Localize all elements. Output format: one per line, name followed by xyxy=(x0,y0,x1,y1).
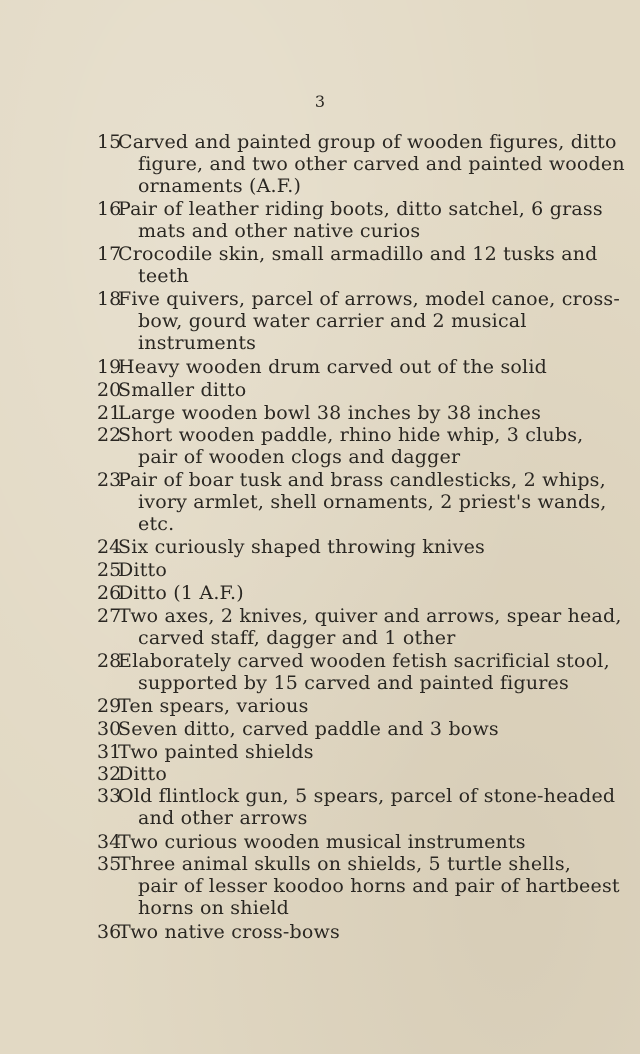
description-line: Six curiously shaped throwing knives xyxy=(118,536,486,558)
lot-description xyxy=(118,559,548,581)
lot-description xyxy=(118,582,548,604)
description-line: Two native cross-bows xyxy=(118,921,340,943)
description-line: Short wooden paddle, rhino hide whip, 3 clubs, xyxy=(118,424,584,446)
lot-description xyxy=(118,921,548,943)
description-line: horns on shield xyxy=(138,897,290,919)
lot-number: 15 xyxy=(97,131,122,153)
description-line: Large wooden bowl 38 inches by 38 inches xyxy=(118,402,542,424)
lot-number: 16 xyxy=(97,198,122,220)
description-line: Pair of boar tusk and brass candlesticks, 2 whips, xyxy=(118,469,606,491)
lot-number: 31 xyxy=(97,741,122,763)
description-line: Ditto xyxy=(118,763,168,785)
description-line: figure, and two other carved and painted wooden xyxy=(138,153,625,175)
lot-description xyxy=(118,288,620,354)
description-line: Two axes, 2 knives, quiver and arrows, spear head, xyxy=(118,605,622,627)
lot-number: 21 xyxy=(97,402,122,424)
lot-number: 18 xyxy=(97,288,122,310)
description-line: pair of wooden clogs and dagger xyxy=(138,446,461,468)
lot-description xyxy=(118,831,548,853)
lot-number: 35 xyxy=(97,853,122,875)
description-line: bow, gourd water carrier and 2 musical xyxy=(138,310,527,332)
description-line: Seven ditto, carved paddle and 3 bows xyxy=(118,718,499,740)
description-line: Ditto xyxy=(118,559,168,581)
lot-description xyxy=(118,650,610,694)
description-line: Carved and painted group of wooden figures, ditto xyxy=(118,131,617,153)
lot-description xyxy=(118,741,548,763)
description-line: ornaments (A.F.) xyxy=(138,175,302,197)
description-line: carved staff, dagger and 1 other xyxy=(138,627,456,649)
description-line: teeth xyxy=(138,265,189,287)
lot-description xyxy=(118,605,622,649)
description-line: Old flintlock gun, 5 spears, parcel of stone-headed xyxy=(118,785,616,807)
lot-description xyxy=(118,198,603,242)
description-line: Ditto (1 A.F.) xyxy=(118,582,244,604)
lot-description xyxy=(118,379,548,401)
description-line: supported by 15 carved and painted figures xyxy=(138,672,569,694)
lot-description xyxy=(118,356,548,378)
lot-description xyxy=(118,536,548,558)
lot-number: 22 xyxy=(97,424,122,446)
lot-description xyxy=(118,469,607,535)
description-line: Heavy wooden drum carved out of the solid xyxy=(118,356,547,378)
lot-description xyxy=(118,763,548,785)
description-line: Pair of leather riding boots, ditto satchel, 6 grass xyxy=(118,198,603,220)
description-line: etc. xyxy=(138,513,175,535)
description-line: Elaborately carved wooden fetish sacrificial stool, xyxy=(118,650,610,672)
lot-description xyxy=(118,695,548,717)
lot-description xyxy=(118,424,584,468)
description-line: Two painted shields xyxy=(118,741,314,763)
lot-number: 29 xyxy=(97,695,122,717)
lot-number: 33 xyxy=(97,785,122,807)
lot-number: 27 xyxy=(97,605,122,627)
lot-description xyxy=(118,853,620,919)
description-line: Crocodile skin, small armadillo and 12 tusks and xyxy=(118,243,598,265)
description-line: pair of lesser koodoo horns and pair of hartbeest xyxy=(138,875,620,897)
lot-description xyxy=(118,243,598,287)
page-number: 3 xyxy=(314,92,326,111)
lot-description xyxy=(118,718,548,740)
lot-number: 26 xyxy=(97,582,122,604)
lot-number: 36 xyxy=(97,921,122,943)
lot-description xyxy=(118,131,625,197)
description-line: and other arrows xyxy=(138,807,308,829)
lot-number: 28 xyxy=(97,650,122,672)
description-line: Smaller ditto xyxy=(118,379,247,401)
lot-number: 20 xyxy=(97,379,122,401)
description-line: Three animal skulls on shields, 5 turtle shells, xyxy=(118,853,572,875)
lot-description xyxy=(118,402,548,424)
description-line: ivory armlet, shell ornaments, 2 priest's wands, xyxy=(138,491,607,513)
lot-number: 30 xyxy=(97,718,122,740)
lot-description xyxy=(118,785,616,829)
description-line: mats and other native curios xyxy=(138,220,421,242)
lot-number: 24 xyxy=(97,536,122,558)
lot-number: 17 xyxy=(97,243,122,265)
description-line: instruments xyxy=(138,332,257,354)
description-line: Two curious wooden musical instruments xyxy=(118,831,526,853)
lot-number: 23 xyxy=(97,469,122,491)
lot-number: 34 xyxy=(97,831,122,853)
lot-number: 32 xyxy=(97,763,122,785)
lot-number: 25 xyxy=(97,559,122,581)
description-line: Five quivers, parcel of arrows, model canoe, cross- xyxy=(118,288,620,310)
description-line: Ten spears, various xyxy=(118,695,309,717)
lot-number: 19 xyxy=(97,356,122,378)
